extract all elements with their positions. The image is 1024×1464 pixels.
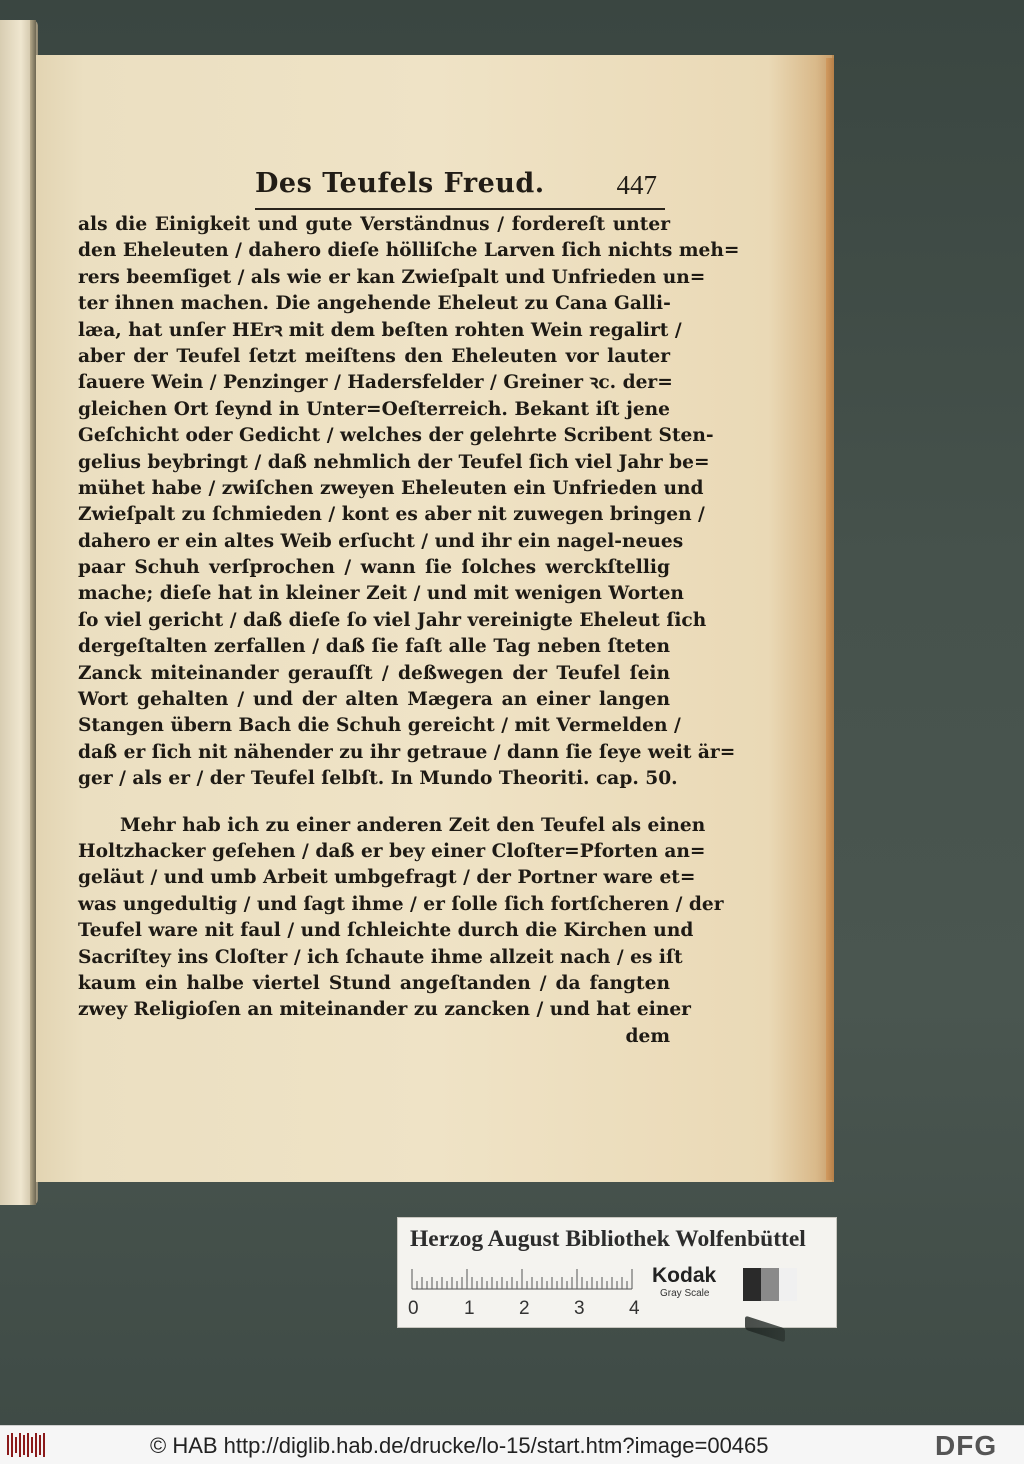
running-title: Des Teufels Freud.	[255, 168, 545, 199]
text-line: rers beemſiget / als wie er kan Zwieſpalt und Unfrieden un=	[78, 266, 706, 288]
text-line: kaum ein halbe viertel Stund angeſtanden / da fangten	[78, 972, 670, 994]
text-line: dergeſtalten zerfallen / daß ſie faſt alle Tag neben ſteten	[78, 636, 670, 658]
ruler-number: 0	[408, 1298, 419, 1319]
text-line: zwey Religioſen an miteinander zu zancken / und hat einer	[78, 999, 691, 1021]
gray-swatch-light	[779, 1268, 797, 1301]
gray-swatch-mid	[761, 1268, 779, 1301]
page-number: 447	[616, 170, 657, 200]
page-edge	[826, 58, 834, 1180]
kodak-brand: Kodak	[652, 1264, 717, 1287]
text-line: dahero er ein altes Weib erſucht / und ihr ein nagel-neues	[78, 530, 684, 552]
page-header	[255, 168, 665, 210]
ruler-number: 4	[629, 1298, 640, 1319]
text-line: aber der Teufel ſetzt meiſtens den Eheleuten vor lauter	[78, 345, 670, 367]
text-line: ſauere Wein / Penzinger / Hadersfelder / Greiner ꝛc. der=	[78, 372, 673, 394]
ruler-number: 3	[574, 1298, 585, 1319]
hab-barcode-logo-icon	[6, 1432, 48, 1458]
paragraph-1	[78, 212, 740, 793]
ruler-number: 1	[464, 1298, 475, 1319]
text-line: Sacriſtey ins Cloſter / ich ſchaute ihme allzeit nach / es iſt	[78, 946, 683, 968]
gray-swatches	[743, 1268, 797, 1301]
facing-page-edge	[0, 20, 38, 1205]
text-line: Wort gehalten / und der alten Mægera an einer langen	[78, 689, 670, 711]
text-line: mühet habe / zwiſchen zweyen Eheleuten ein Unfrieden und	[78, 477, 704, 499]
body-text	[78, 212, 740, 1050]
text-line: gleichen Ort ſeynd in Unter=Oeſterreich. Bekant iſt jene	[78, 398, 670, 420]
text-line: ſo viel gericht / daß dieſe ſo viel Jahr vereinigte Eheleut ſich	[78, 609, 707, 631]
text-line: Zanck miteinander gerauſſt / deßwegen der Teufel ſein	[78, 662, 670, 684]
text-line: geläut / und umb Arbeit umbgefragt / der Portner ware et=	[78, 867, 696, 889]
text-line: als die Einigkeit und gute Verständnus / fordereſt unter	[78, 214, 670, 235]
library-name: Herzog August Bibliothek Wolfenbüttel	[410, 1226, 806, 1252]
text-line: Zwieſpalt zu ſchmieden / kont es aber nit zuwegen bringen /	[78, 504, 705, 526]
ruler-numbers	[408, 1298, 648, 1320]
text-line: ger / als er / der Teufel ſelbſt. In Mundo Theoriti. cap. 50.	[78, 768, 678, 790]
text-line: gelius beybringt / daß nehmlich der Teufel ſich viel Jahr be=	[78, 451, 710, 473]
text-line: Holtzhacker geſehen / daß er bey einer Cloſter=Pforten an=	[78, 840, 706, 862]
text-line: den Eheleuten / dahero dieſe hölliſche Larven ſich nichts meh=	[78, 240, 740, 262]
ruler-scale-icon	[412, 1268, 632, 1290]
gray-scale-text: Gray Scale	[660, 1288, 710, 1299]
paragraph-gap	[78, 793, 670, 813]
library-label	[397, 1217, 837, 1328]
text-line: ter ihnen machen. Die angehende Eheleut zu Cana Galli-	[78, 293, 671, 315]
text-line: Stangen übern Bach die Schuh gereicht / mit Vermelden /	[78, 715, 681, 737]
text-line: Geſchicht oder Gedicht / welches der gelehrte Scribent Sten-	[78, 425, 714, 447]
catchword: dem	[625, 1025, 670, 1047]
text-line: Teufel ware nit faul / und ſchleichte durch die Kirchen und	[78, 920, 694, 942]
copyright-link[interactable]: © HAB http://diglib.hab.de/drucke/lo-15/start.htm?image=00465	[150, 1433, 769, 1458]
text-line: læa, hat unſer HErꝛ mit dem beſten rohten Wein regalirt /	[78, 319, 682, 341]
text-line: mache; dieſe hat in kleiner Zeit / und mit wenigen Worten	[78, 583, 684, 605]
text-line: paar Schuh verſprochen / wann ſie ſolches werckſtellig	[78, 557, 670, 579]
text-line: was ungedultig / und ſagt ihme / er ſolle ſich fortſcheren / der	[78, 893, 724, 915]
dfg-logo: DFG	[935, 1430, 998, 1461]
gray-swatch-dark	[743, 1268, 761, 1301]
footer-bar	[0, 1425, 1024, 1464]
paragraph-2	[78, 813, 724, 1024]
text-line: Mehr hab ich zu einer anderen Zeit den Teufel als einen	[120, 814, 706, 836]
text-line: daß er ſich nit nähender zu ihr getraue / dann ſie ſeye weit är=	[78, 741, 736, 763]
ruler-number: 2	[519, 1298, 530, 1319]
